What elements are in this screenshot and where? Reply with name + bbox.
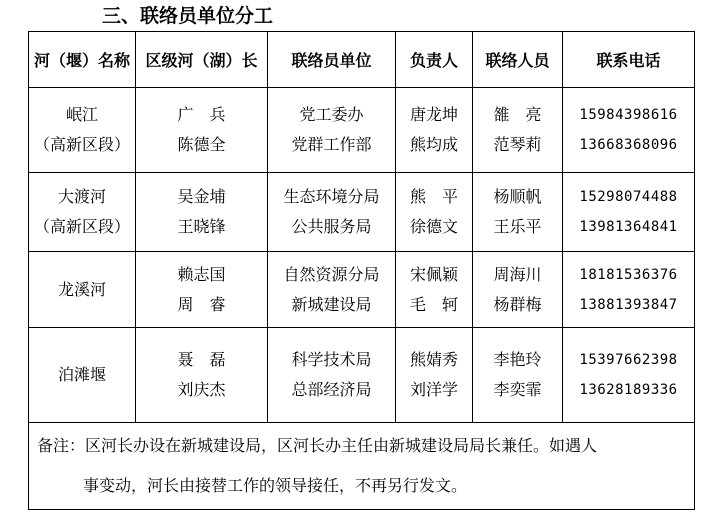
note-row <box>29 423 695 510</box>
phone-cell <box>563 173 695 252</box>
liaison-name: 雒 亮 <box>493 105 542 124</box>
note-cell <box>29 423 695 510</box>
chief-cell <box>136 252 268 328</box>
liaison-name: 王乐平 <box>493 217 542 236</box>
chief-name: 吴金埔 <box>177 187 226 206</box>
phone-number: 18181536376 <box>579 266 678 283</box>
liaison-name: 杨群梅 <box>493 294 542 314</box>
unit-cell <box>268 88 396 173</box>
unit-name: 公共服务局 <box>291 217 372 236</box>
unit-cell <box>268 252 396 328</box>
unit-name: 党工委办 <box>299 105 364 124</box>
section-heading: 三、联络员单位分工 <box>102 5 274 27</box>
note-line-1: 备注：区河长办设在新城建设局，区河长办主任由新城建设局局长兼任。如遇人 <box>37 436 598 455</box>
leader-cell <box>396 252 473 328</box>
table-row <box>29 88 695 173</box>
river-name: 龙溪河 <box>57 279 106 299</box>
liaison-cell <box>473 252 563 328</box>
leader-name: 徐德文 <box>409 217 458 236</box>
phone-number: 13628189336 <box>579 382 678 398</box>
table-header-row <box>29 32 695 88</box>
river-section: （高新区段） <box>33 217 130 236</box>
chief-cell <box>136 173 268 252</box>
phone-number: 13981364841 <box>579 219 678 235</box>
unit-cell <box>268 173 396 252</box>
leader-cell <box>396 328 473 423</box>
liaison-cell <box>473 173 563 252</box>
liaison-name: 周海川 <box>493 264 542 284</box>
phone-cell <box>563 252 695 328</box>
leader-name: 唐龙坤 <box>409 105 458 124</box>
phone-cell <box>563 328 695 423</box>
leader-name: 熊均成 <box>409 135 458 154</box>
header-river-name: 河（堰）名称 <box>29 32 136 88</box>
chief-name: 陈德全 <box>177 135 226 154</box>
phone-number: 15984398616 <box>579 107 678 123</box>
leader-name: 宋佩颖 <box>409 264 458 284</box>
leader-name: 刘洋学 <box>409 380 458 399</box>
header-leader: 负责人 <box>396 32 473 88</box>
liaison-cell <box>473 328 563 423</box>
unit-name: 生态环境分局 <box>283 187 380 206</box>
chief-name: 赖志国 <box>177 264 226 284</box>
river-name-cell <box>29 88 136 173</box>
header-district-chief: 区级河（湖）长 <box>136 32 268 88</box>
liaison-name: 李奕霏 <box>493 380 542 399</box>
unit-name: 总部经济局 <box>291 380 372 399</box>
chief-cell <box>136 88 268 173</box>
table-row <box>29 252 695 328</box>
leader-name: 毛 轲 <box>409 294 458 314</box>
chief-name: 广 兵 <box>177 105 226 124</box>
river-name: 大渡河 <box>57 187 106 206</box>
unit-cell <box>268 328 396 423</box>
phone-number: 13881393847 <box>579 296 678 313</box>
unit-name: 党群工作部 <box>291 135 372 154</box>
river-name-cell <box>29 328 136 423</box>
unit-name: 自然资源分局 <box>283 264 380 284</box>
river-name: 泊滩堰 <box>57 365 106 384</box>
liaison-name: 范琴莉 <box>493 135 542 154</box>
chief-name: 刘庆杰 <box>177 380 226 399</box>
leader-name: 熊 平 <box>409 187 458 206</box>
leader-name: 熊婧秀 <box>409 350 458 369</box>
leader-cell <box>396 88 473 173</box>
phone-cell <box>563 88 695 173</box>
chief-name: 周 睿 <box>177 294 226 314</box>
liaison-table <box>28 31 695 510</box>
unit-name: 科学技术局 <box>291 350 372 369</box>
header-liaison-unit: 联络员单位 <box>268 32 396 88</box>
unit-name: 新城建设局 <box>291 294 372 314</box>
chief-name: 聂 磊 <box>177 350 226 369</box>
liaison-name: 杨顺帆 <box>493 187 542 206</box>
phone-number: 15397662398 <box>579 352 678 368</box>
chief-name: 王晓锋 <box>177 217 226 236</box>
table-row <box>29 328 695 423</box>
note-line-2: 事变动，河长由接替工作的领导接任，不再另行发文。 <box>83 476 468 495</box>
header-liaison-staff: 联络人员 <box>473 32 563 88</box>
table-row <box>29 173 695 252</box>
river-name-cell <box>29 173 136 252</box>
phone-number: 15298074488 <box>579 189 678 205</box>
leader-cell <box>396 173 473 252</box>
liaison-cell <box>473 88 563 173</box>
river-name: 岷江 <box>65 105 98 124</box>
phone-number: 13668368096 <box>579 137 678 153</box>
river-name-cell <box>29 252 136 328</box>
liaison-name: 李艳玲 <box>493 350 542 369</box>
river-section: （高新区段） <box>33 135 130 154</box>
header-phone: 联系电话 <box>563 32 695 88</box>
chief-cell <box>136 328 268 423</box>
